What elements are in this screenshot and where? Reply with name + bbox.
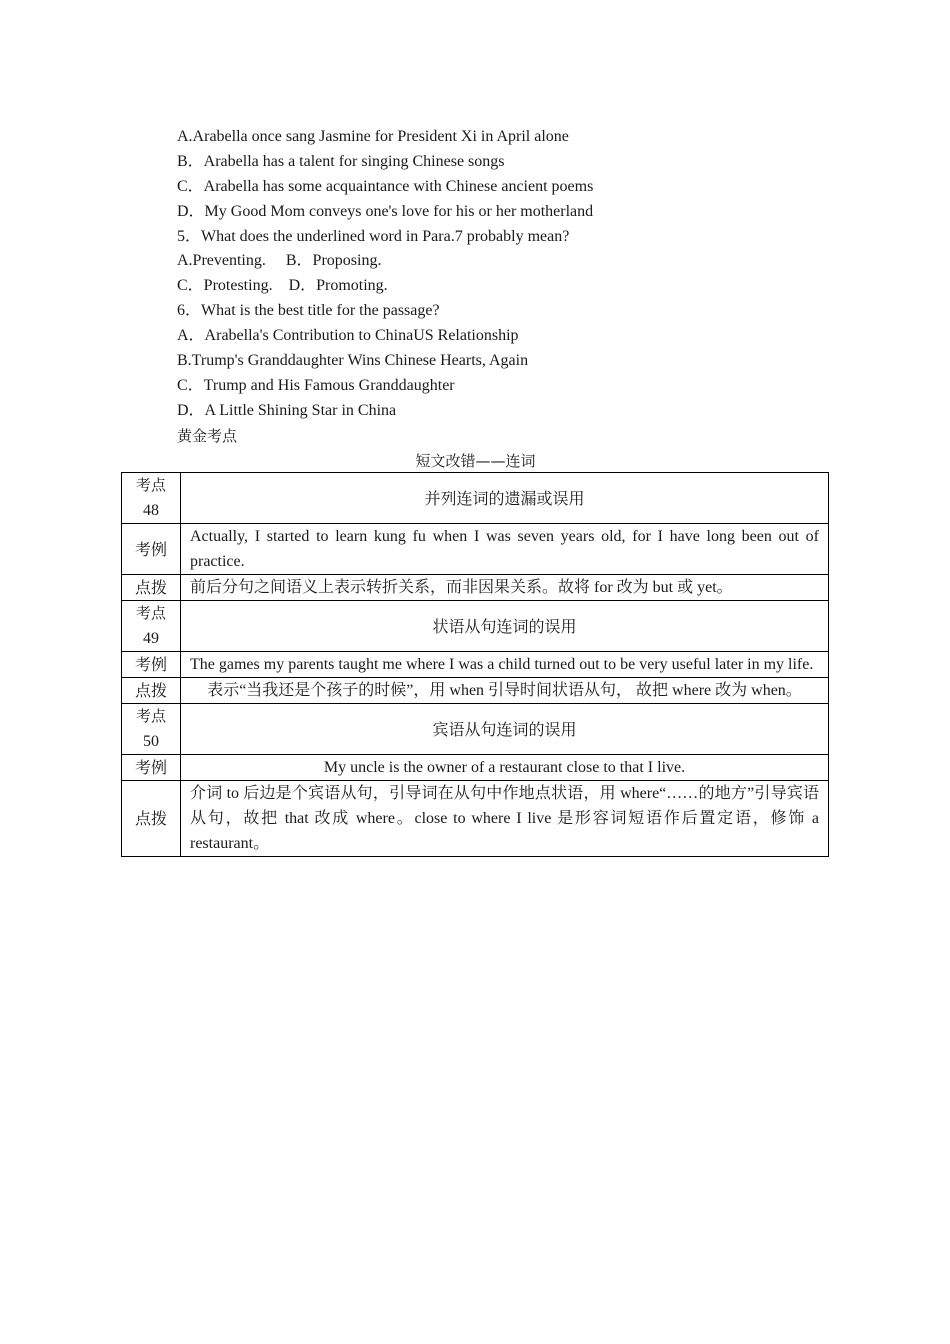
- option-line: C．Trump and His Famous Granddaughter: [177, 376, 455, 394]
- point-topic: 宾语从句连词的误用: [181, 704, 829, 755]
- point-number: 50: [143, 733, 159, 750]
- table-row: [122, 704, 829, 755]
- grammar-points-table: [121, 472, 829, 857]
- point-label: 考点: [135, 604, 166, 622]
- point-topic: 并列连词的遗漏或误用: [181, 473, 829, 524]
- tip-label: 点拨: [122, 575, 181, 601]
- section-heading: 黄金考点: [177, 426, 238, 445]
- point-topic: 状语从句连词的误用: [181, 601, 829, 652]
- tip-label: 点拨: [122, 781, 181, 857]
- table-row: [122, 524, 829, 575]
- option-line: B．Arabella has a talent for singing Chinese songs: [177, 152, 505, 170]
- option-line: C．Arabella has some acquaintance with Chinese ancient poems: [177, 177, 594, 195]
- table-row: [122, 575, 829, 601]
- point-number: 48: [143, 502, 159, 519]
- table-row: [122, 652, 829, 678]
- table-row: [122, 601, 829, 652]
- point-number: 49: [143, 630, 159, 647]
- example-label: 考例: [122, 524, 181, 575]
- example-text: The games my parents taught me where I was a child turned out to be very useful later in my life.: [181, 652, 829, 678]
- table-row: [122, 781, 829, 857]
- tip-label: 点拨: [122, 678, 181, 704]
- option-line: A.Preventing. B．Proposing.: [177, 252, 382, 270]
- example-text: My uncle is the owner of a restaurant close to that I live.: [181, 755, 829, 781]
- table-row: [122, 755, 829, 781]
- question-6: 6．What is the best title for the passage?: [177, 302, 440, 320]
- option-line: B.Trump's Granddaughter Wins Chinese Hearts, Again: [177, 352, 529, 370]
- point-label-cell: [122, 473, 181, 524]
- point-label-cell: [122, 704, 181, 755]
- table-row: [122, 473, 829, 524]
- option-line: D．My Good Mom conveys one's love for his or her motherland: [177, 202, 594, 220]
- table-title: 短文改错——连词: [415, 452, 536, 470]
- option-line: A．Arabella's Contribution to ChinaUS Relationship: [177, 327, 519, 345]
- tip-text: 表示“当我还是个孩子的时候”，用 when 引导时间状语从句， 故把 where 改为 when。: [181, 678, 829, 704]
- point-label: 考点: [135, 707, 166, 725]
- point-label: 考点: [135, 476, 166, 494]
- example-text: Actually, I started to learn kung fu when I was seven years old, for I have long been out of practice.: [181, 524, 829, 575]
- example-label: 考例: [122, 652, 181, 678]
- question-options: [177, 125, 837, 449]
- tip-text: 前后分句之间语义上表示转折关系，而非因果关系。故将 for 改为 but 或 yet。: [181, 575, 829, 601]
- table-row: [122, 678, 829, 704]
- option-line: A.Arabella once sang Jasmine for President Xi in April alone: [177, 128, 569, 145]
- example-label: 考例: [122, 755, 181, 781]
- question-5: 5．What does the underlined word in Para.7 probably mean?: [177, 227, 570, 245]
- option-line: D．A Little Shining Star in China: [177, 401, 397, 419]
- tip-text: 介词 to 后边是个宾语从句，引导词在从句中作地点状语，用 where“……的地方”引导宾语从句，故把 that 改成 where。close to where I live 是形容词短语作后置定语，修饰 a restaurant。: [181, 781, 829, 857]
- option-line: C．Protesting. D．Promoting.: [177, 277, 388, 295]
- point-label-cell: [122, 601, 181, 652]
